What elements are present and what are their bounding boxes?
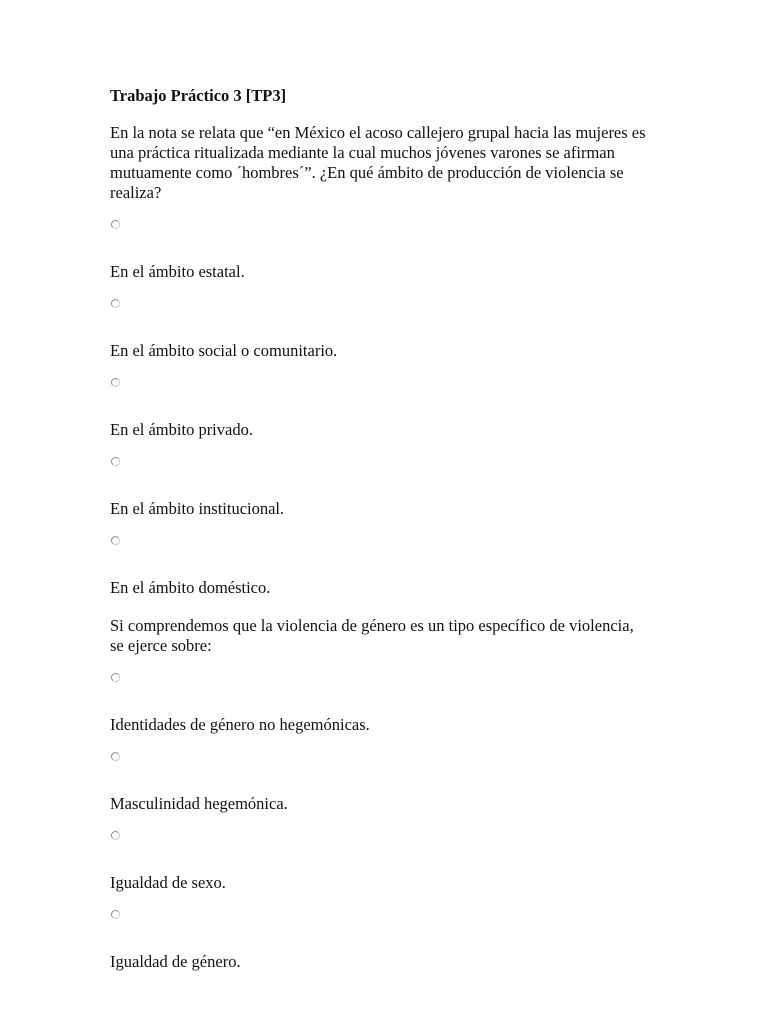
document (110, 86, 650, 972)
question-2-text: Si comprendemos que la violencia de género es un tipo específico de violencia, se ejerce sobre: (110, 616, 634, 655)
option-label: En el ámbito doméstico. (110, 578, 271, 597)
radio-row (110, 533, 650, 549)
option-item (110, 375, 650, 440)
radio-button[interactable] (111, 673, 120, 682)
radio-button[interactable] (111, 220, 120, 229)
radio-button[interactable] (111, 910, 120, 919)
radio-row (110, 907, 650, 923)
radio-row (110, 217, 650, 233)
option-item (110, 828, 650, 893)
radio-row (110, 375, 650, 391)
page-title: Trabajo Práctico 3 [TP3] (110, 86, 287, 105)
option-label: Masculinidad hegemónica. (110, 794, 288, 813)
radio-button[interactable] (111, 299, 120, 308)
option-label: En el ámbito social o comunitario. (110, 341, 338, 360)
option-label: Igualdad de género. (110, 952, 241, 971)
radio-row (110, 296, 650, 312)
radio-row (110, 454, 650, 470)
option-item (110, 670, 650, 735)
option-label: En el ámbito estatal. (110, 262, 245, 281)
option-item (110, 533, 650, 598)
option-label: En el ámbito institucional. (110, 499, 285, 518)
radio-button[interactable] (111, 752, 120, 761)
option-item (110, 217, 650, 282)
radio-button[interactable] (111, 536, 120, 545)
option-label: Igualdad de sexo. (110, 873, 226, 892)
option-item (110, 454, 650, 519)
option-item (110, 907, 650, 972)
radio-button[interactable] (111, 831, 120, 840)
radio-button[interactable] (111, 457, 120, 466)
radio-row (110, 749, 650, 765)
radio-row (110, 828, 650, 844)
radio-button[interactable] (111, 378, 120, 387)
option-item (110, 296, 650, 361)
question-2-options (110, 670, 650, 972)
question-1-text: En la nota se relata que “en México el acoso callejero grupal hacia las mujeres es una práctica ritualizada mediante la cual muchos jóvenes varones se afirman mutuamente como ´hombres´”. ¿En qué ámbito de producción de violencia se realiza? (110, 123, 646, 202)
option-item (110, 749, 650, 814)
option-label: Identidades de género no hegemónicas. (110, 715, 370, 734)
radio-row (110, 670, 650, 686)
question-1-options (110, 217, 650, 598)
option-label: En el ámbito privado. (110, 420, 253, 439)
